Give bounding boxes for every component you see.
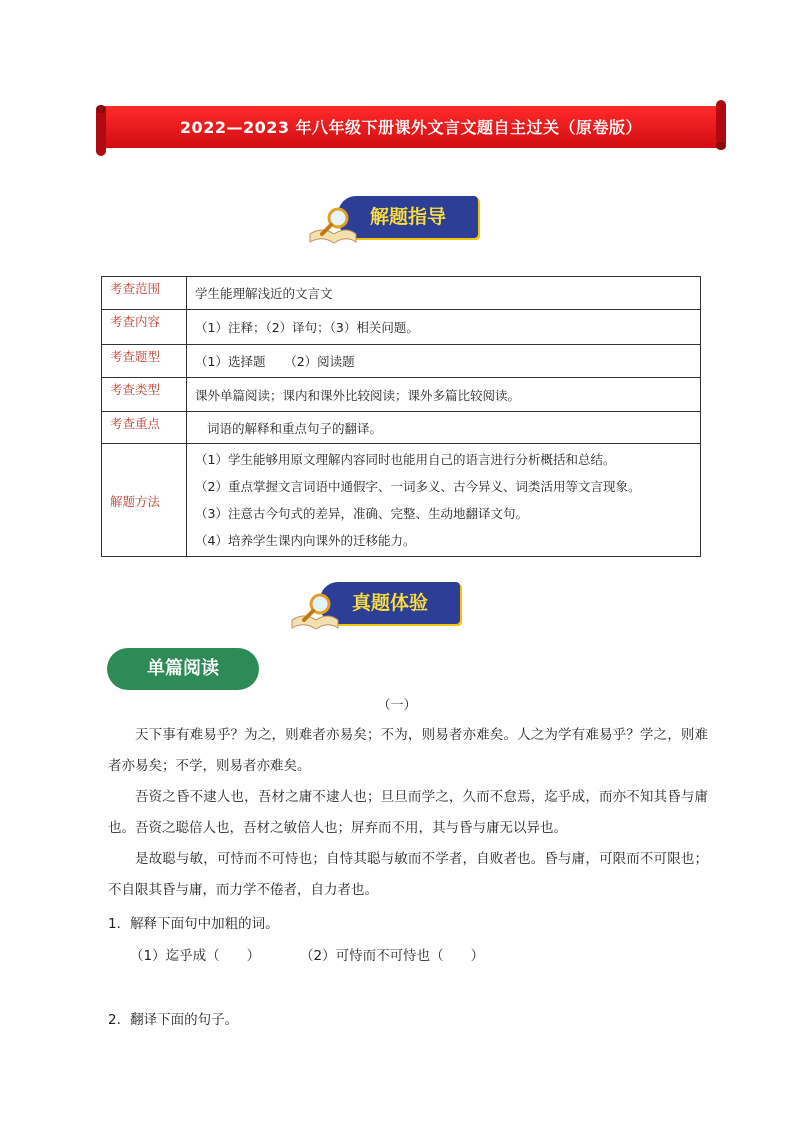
title-banner: [96, 100, 726, 156]
guide-badge: [308, 196, 508, 250]
table-row: [102, 345, 701, 378]
row-head: 考查范围: [102, 277, 187, 310]
method-line: （4）培养学生课内向课外的迁移能力。: [195, 533, 416, 548]
guide-table: [101, 276, 701, 557]
book-magnifier-icon: [290, 590, 340, 634]
passage: [108, 720, 708, 906]
row-head: 考查内容: [102, 310, 187, 345]
table-row: [102, 378, 701, 412]
passage-paragraph: 天下事有难易乎？为之，则难者亦易矣；不为，则易者亦难矣。人之为学有难易乎？学之，则难者亦易矣；不学，则易者亦难矣。: [108, 727, 708, 774]
question-1a: （1）迄乎成（ ）: [130, 948, 261, 964]
row-head: 考查类型: [102, 378, 187, 412]
table-row: [102, 310, 701, 345]
passage-paragraph: 吾资之昏不逮人也，吾材之庸不逮人也；旦旦而学之，久而不怠焉，迄乎成，而亦不知其昏与庸也。吾资之聪倍人也，吾材之敏倍人也；屏弃而不用，其与昏与庸无以异也。: [108, 789, 708, 836]
row-head: 解题方法: [102, 444, 187, 557]
row-head: 考查重点: [102, 412, 187, 444]
method-line: （1）学生能够用原文理解内容同时也能用自己的语言进行分析概括和总结。: [195, 452, 616, 467]
guide-badge-label: 解题指导: [369, 206, 446, 228]
table-row: [102, 412, 701, 444]
passage-number: （一）: [377, 698, 417, 713]
method-line: （2）重点掌握文言词语中通假字、一词多义、古今异义、词类活用等文言现象。: [195, 479, 641, 494]
row-body: 学生能理解浅近的文言文: [187, 277, 701, 310]
row-body: （1）选择题 （2）阅读题: [187, 345, 701, 378]
row-body: 词语的解释和重点句子的翻译。: [187, 412, 701, 444]
table-row: [102, 444, 701, 557]
row-body: （1）注释；（2）译句；（3）相关问题。: [187, 310, 701, 345]
page-title: 2022—2023 年八年级下册课外文言文题自主过关（原卷版）: [179, 118, 643, 137]
book-magnifier-icon: [308, 204, 358, 248]
question-2: 2．翻译下面的句子。: [108, 1012, 239, 1028]
row-body: 课外单篇阅读；课内和课外比较阅读；课外多篇比较阅读。: [187, 378, 701, 412]
table-row: [102, 277, 701, 310]
row-head: 考查题型: [102, 345, 187, 378]
method-line: （3）注意古今句式的差异，准确、完整、生动地翻译文句。: [195, 506, 528, 521]
method-cell: [187, 444, 701, 557]
practice-badge-label: 真题体验: [351, 592, 428, 614]
passage-paragraph: 是故聪与敏，可恃而不可恃也；自恃其聪与敏而不学者，自败者也。昏与庸，可限而不可限也；不自限其昏与庸，而力学不倦者，自力者也。: [108, 851, 708, 898]
practice-badge: [290, 582, 490, 636]
question-1: 1．解释下面句中加粗的词。: [108, 916, 279, 932]
section-pill: 单篇阅读: [107, 648, 259, 690]
question-1b: （2）可恃而不可恃也（ ）: [300, 948, 485, 964]
